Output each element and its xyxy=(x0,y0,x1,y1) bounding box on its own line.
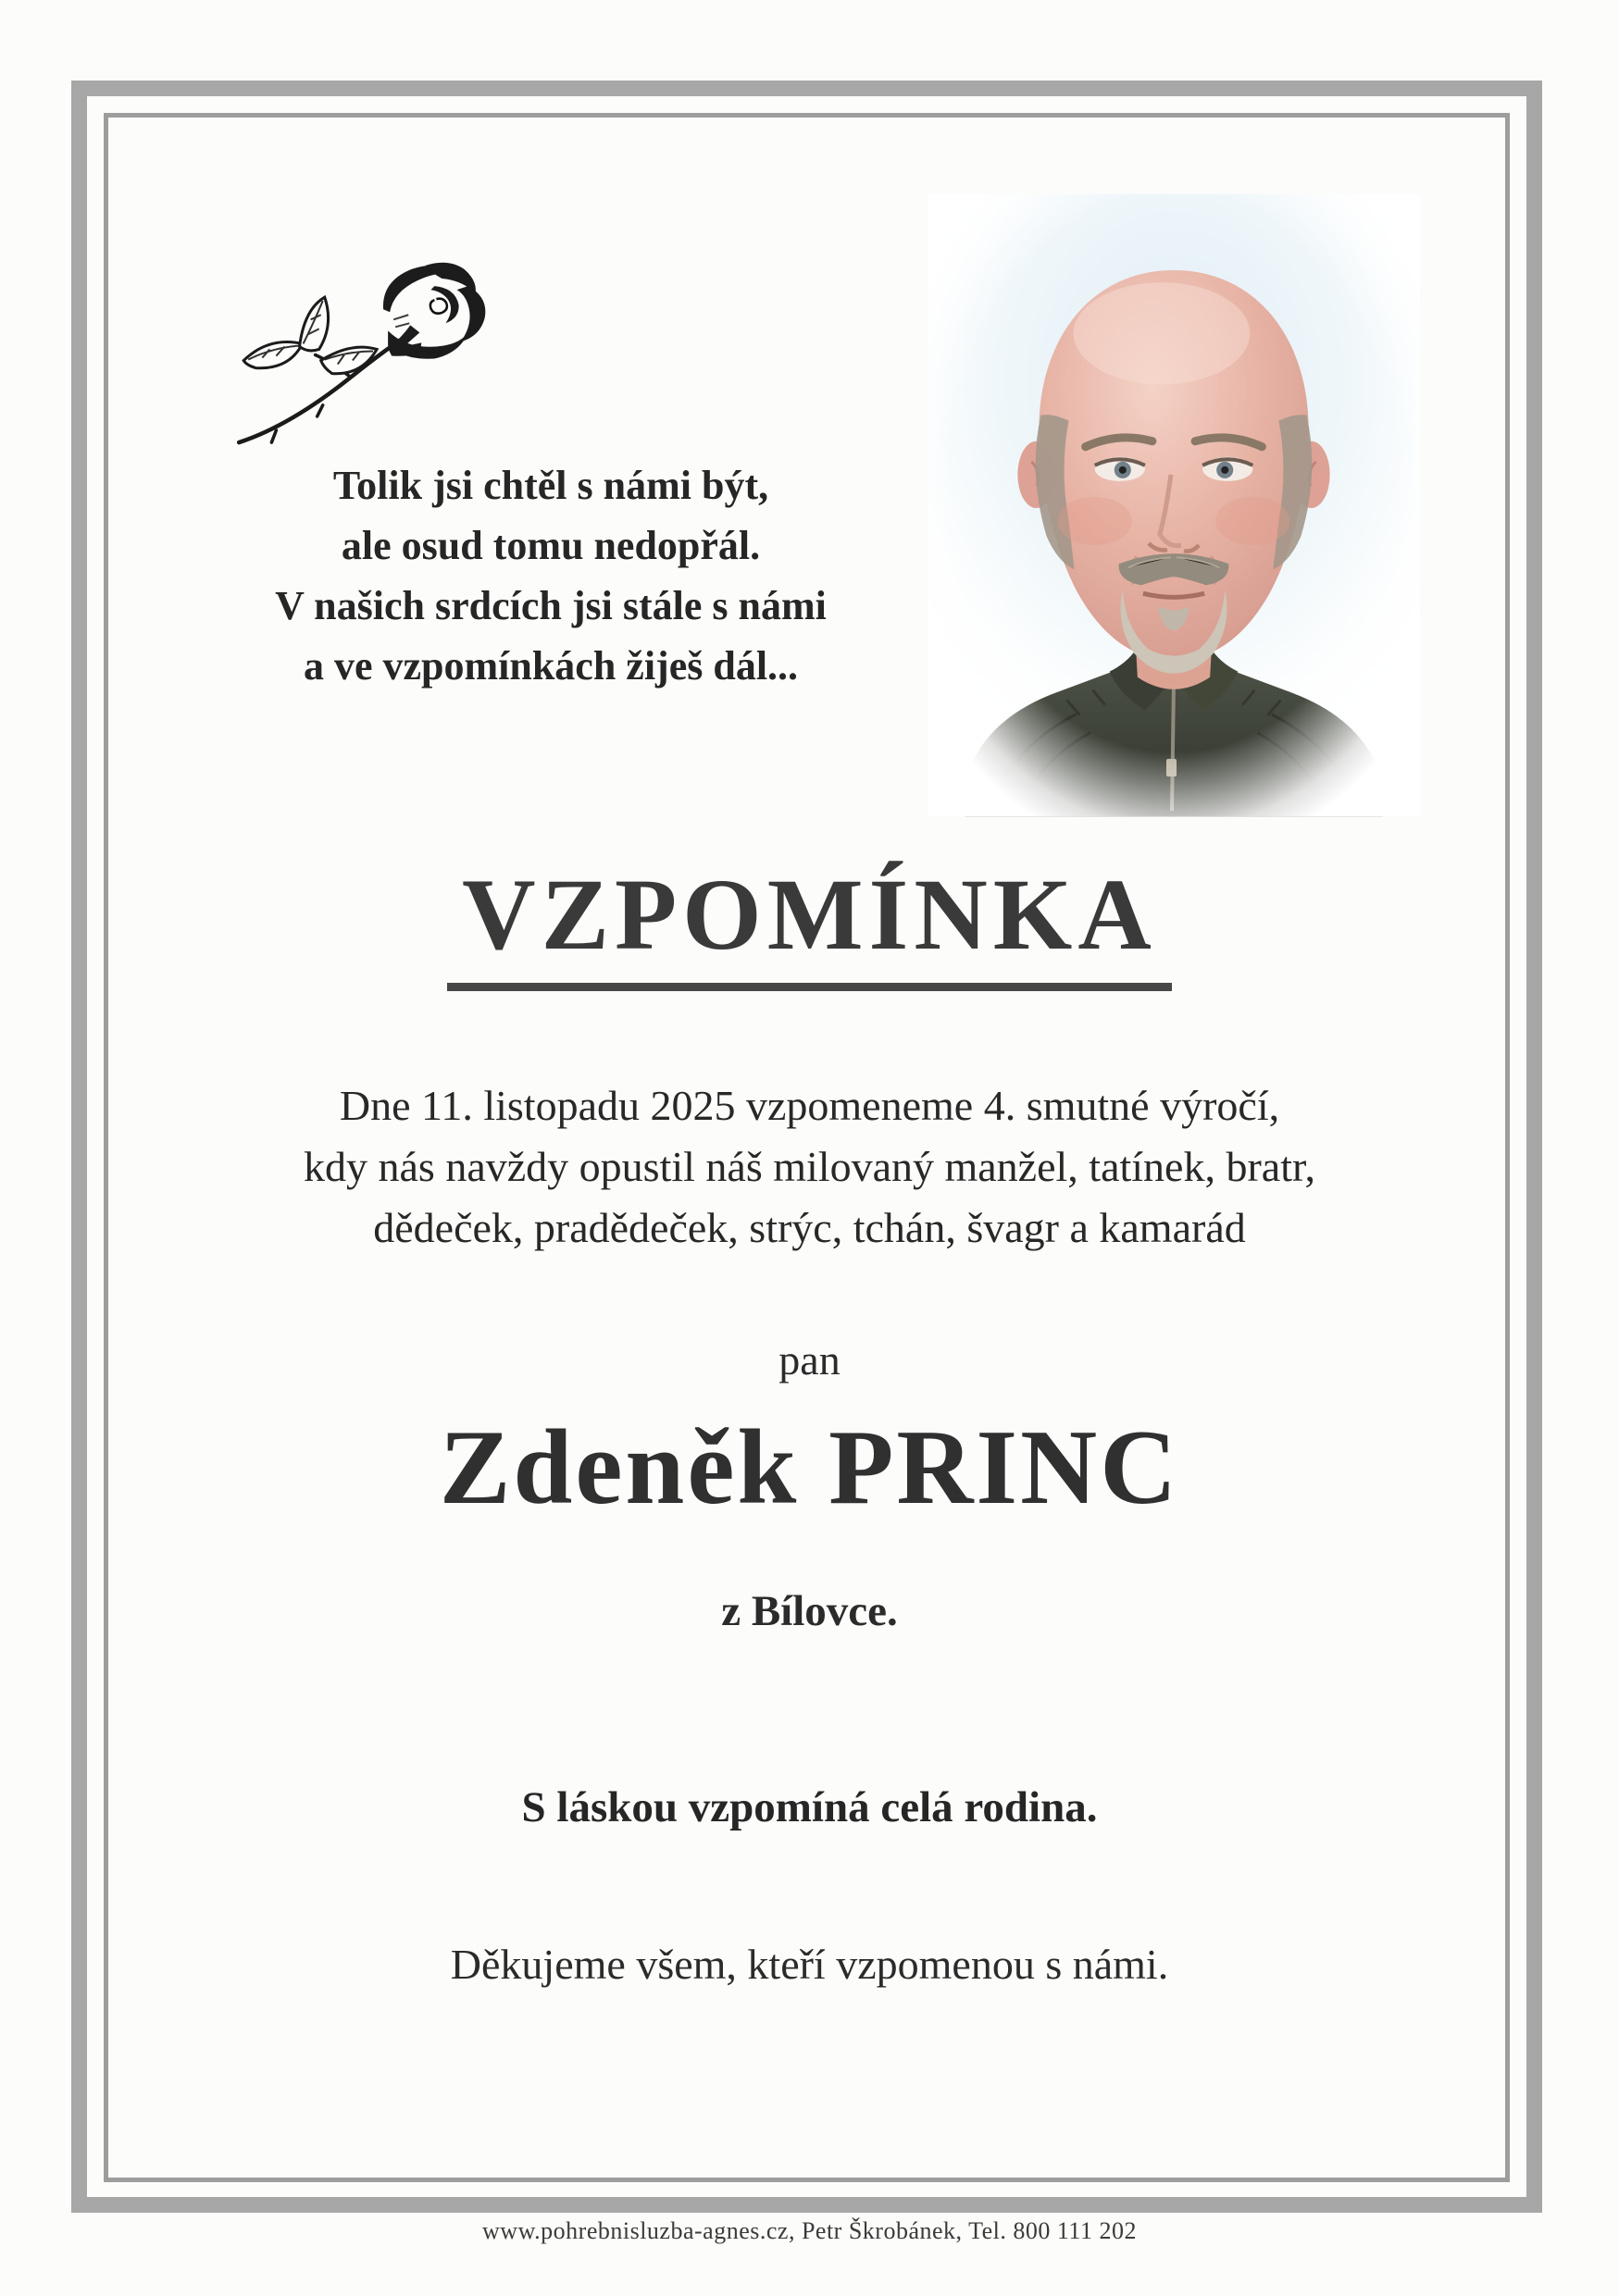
card-title xyxy=(71,856,1548,991)
poem-line: a ve vzpomínkách žiješ dál... xyxy=(303,643,799,689)
announcement-line: kdy nás navždy opustil náš milovaný manžel, tatínek, bratr, xyxy=(304,1143,1315,1190)
announcement-line: Dne 11. listopadu 2025 vzpomeneme 4. smutné výročí, xyxy=(339,1082,1280,1129)
poem-line: Tolik jsi chtěl s námi být, xyxy=(332,463,769,508)
origin-place: z Bílovce. xyxy=(721,1587,898,1635)
thanks-line: Děkujeme všem, kteří vzpomenou s námi. xyxy=(450,1941,1169,1988)
deceased-name: Zdeněk PRINC xyxy=(439,1409,1180,1526)
anniversary-announcement xyxy=(71,1075,1548,1259)
card-title-text: VZPOMÍNKA xyxy=(447,860,1172,991)
funeral-service-contact: www.pohrebnisluzba-agnes.cz, Petr Škrobánek, Tel. 800 111 202 xyxy=(482,2217,1137,2244)
family-remembrance-line: S láskou vzpomíná celá rodina. xyxy=(521,1783,1098,1831)
poem-line: V našich srdcích jsi stále s námi xyxy=(275,583,827,628)
announcement-line: dědeček, pradědeček, strýc, tchán, švagr a kamarád xyxy=(373,1204,1246,1251)
portrait-photo xyxy=(928,192,1420,818)
poem-line: ale osud tomu nedopřál. xyxy=(341,523,761,568)
rose-icon xyxy=(211,257,528,450)
memorial-poem xyxy=(143,455,958,696)
salutation: pan xyxy=(778,1336,841,1384)
